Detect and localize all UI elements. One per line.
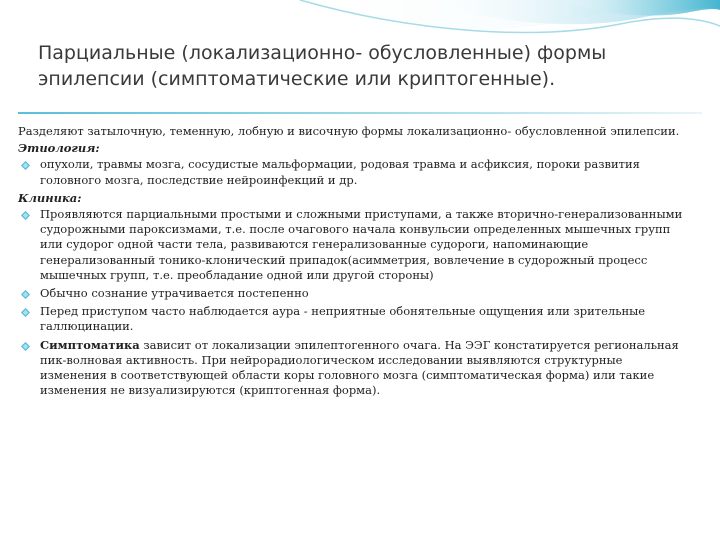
etiology-heading: Этиология: — [18, 141, 100, 156]
list-item — [18, 304, 688, 334]
slide-title-line-1: Парциальные (локализационно- обусловленные) формы — [38, 42, 607, 64]
intro-paragraph: Разделяют затылочную, теменную, лобную и височную формы локализационно- обусловленной эпилепсии. — [18, 124, 680, 138]
clinic-item-text: Проявляются парциальными простыми и сложными приступами, а также вторично-генерализованными судорожными пароксизмами, т.е. после очагового начала конвульсии определенных мышечных групп или судорог одной части тела, развиваются генерализованные судороги, напоминающие генерализованный тонико-клонический припадок(асимметрия, вовлечение в судорожный процесс мышечных групп, т.е. преобладание одной или другой стороны) — [40, 207, 683, 282]
clinic-item-text: Обычно сознание утрачивается постепенно — [40, 286, 309, 301]
list-item — [18, 286, 688, 301]
symptomatics-bold-label: Симптоматика — [40, 337, 140, 352]
title-divider — [18, 112, 702, 114]
clinic-item-text: Перед приступом часто наблюдается аура - неприятные обонятельные ощущения или зрительные галлюцинации. — [40, 304, 646, 334]
slide-title — [38, 40, 678, 92]
symptomatics-text: зависит от локализации эпилептогенного очага. На ЭЭГ констатируется региональная пик-волновая активность. При нейрорадиологическом исследовании выявляются структурные изменения в соответствующей области коры головного мозга (симптоматическая форма) или такие изменения не визуализируются (криптогенная форма). — [40, 337, 679, 398]
clinic-list — [18, 207, 688, 398]
slide-body — [18, 124, 688, 401]
list-item — [18, 207, 688, 283]
list-item — [18, 338, 688, 399]
clinic-heading: Клиника: — [18, 190, 82, 205]
slide-title-line-2: эпилепсии (симптоматические или криптогенные). — [38, 68, 556, 90]
etiology-item-text: опухоли, травмы мозга, сосудистые мальформации, родовая травма и асфиксия, пороки развития головного мозга, последствие нейроинфекций и др. — [40, 157, 640, 187]
etiology-list — [18, 157, 688, 187]
list-item — [18, 157, 688, 187]
